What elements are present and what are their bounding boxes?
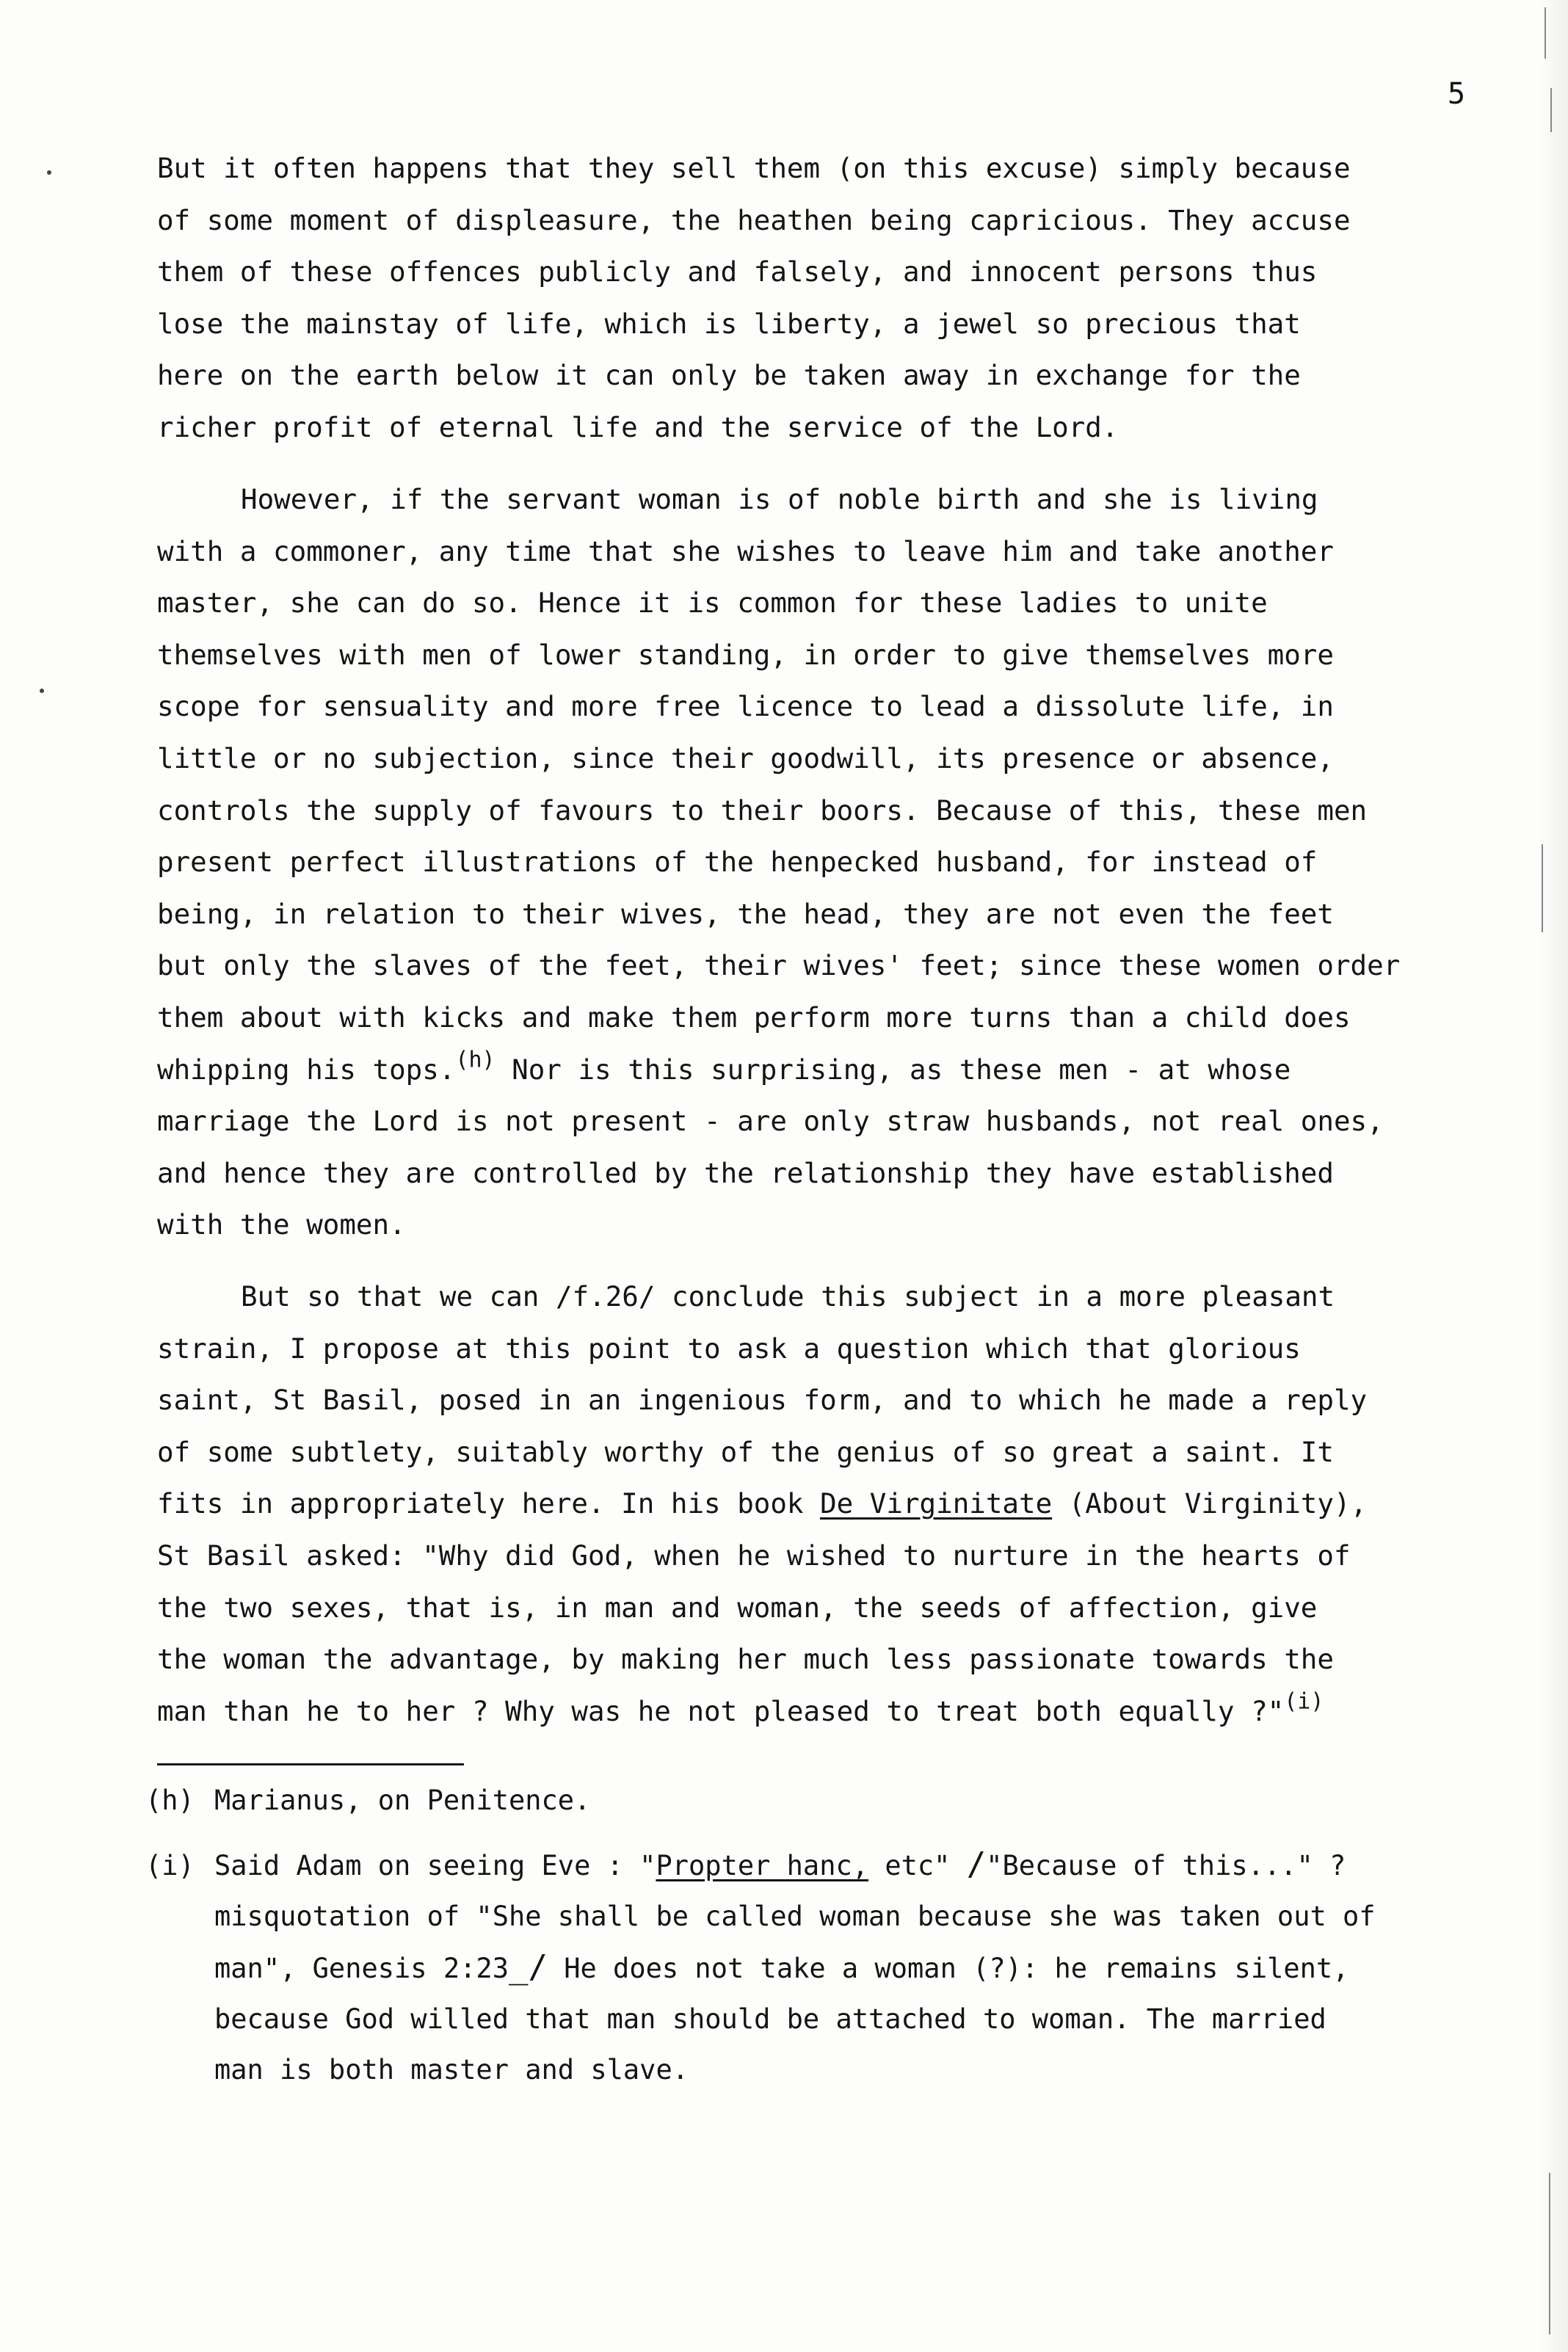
footnote-line: man is both master and slave.: [214, 2054, 689, 2086]
text-fragment: But so that we can: [241, 1280, 556, 1313]
footnote-line: [145, 1942, 1489, 1994]
text-line: little or no subjection, since their goodwill, its presence or absence,: [157, 741, 1334, 774]
text-fragment: "Because of this..." ?: [986, 1850, 1346, 1881]
editorial-bracket-close: _/: [508, 1948, 548, 1986]
folio-marker: /f.26/: [555, 1280, 656, 1313]
scan-speck: [40, 689, 44, 693]
editorial-bracket-open: /: [966, 1845, 987, 1883]
text-line: strain, I propose at this point to ask a question which that glorious: [157, 1332, 1301, 1365]
text-fragment: (About Virginity),: [1052, 1487, 1368, 1520]
footnote-mark: (h): [145, 1785, 195, 1816]
scan-speck: [47, 170, 51, 175]
text-line: with a commoner, any time that she wishes to leave him and take another: [157, 534, 1334, 567]
edge-scan-mark: [1545, 7, 1546, 59]
text-line: themselves with men of lower standing, in order to give themselves more: [157, 638, 1334, 671]
text-fragment: man than he to her ? Why was he not pleased to treat both equally ?": [157, 1694, 1285, 1727]
text-line: marriage the Lord is not present - are only straw husbands, not real ones,: [157, 1105, 1384, 1138]
text-fragment: whipping his tops.: [157, 1053, 456, 1086]
text-fragment: conclude this subject in a more pleasant: [655, 1280, 1335, 1313]
text-fragment: Nor is this surprising, as these men - at whose: [495, 1053, 1291, 1086]
latin-phrase: Propter hanc,: [656, 1850, 869, 1881]
text-line: them about with kicks and make them perform more turns than a child does: [157, 1001, 1351, 1034]
footnote-h: [145, 1775, 1489, 1826]
edge-scan-mark: [1550, 88, 1552, 132]
text-line: master, she can do so. Hence it is common for these ladies to unite: [157, 587, 1268, 620]
footnote-i: [145, 1839, 1489, 2095]
text-line: the two sexes, that is, in man and woman, the seeds of affection, give: [157, 1591, 1318, 1624]
text-line: with the women.: [157, 1208, 406, 1241]
book-title: De Virginitate: [820, 1487, 1053, 1520]
text-line-with-title: [157, 1478, 1478, 1530]
text-line: But it often happens that they sell them (on this excuse) simply because: [157, 152, 1351, 184]
text-line: them of these offences publicly and falsely, and innocent persons thus: [157, 255, 1318, 288]
text-line: of some moment of displeasure, the heathen being capricious. They accuse: [157, 203, 1351, 236]
text-fragment: Said Adam on seeing Eve : ": [214, 1850, 656, 1881]
text-line: controls the supply of favours to their boors. Because of this, these men: [157, 794, 1368, 827]
footnote-ref-h: (h): [455, 1047, 496, 1073]
text-line: lose the mainstay of life, which is liberty, a jewel so precious that: [157, 307, 1301, 340]
text-line: of some subtlety, suitably worthy of the genius of so great a saint. It: [157, 1435, 1334, 1468]
text-line: present perfect illustrations of the henpecked husband, for instead of: [157, 846, 1318, 879]
edge-scan-mark: [1549, 2173, 1550, 2334]
page-edge-shadow: [1539, 0, 1568, 2352]
text-fragment: He does not take a woman (?): he remains silent,: [547, 1953, 1349, 1984]
footnote-line: misquotation of "She shall be called woman because she was taken out of: [214, 1901, 1376, 1932]
text-line: and hence they are controlled by the relationship they have established: [157, 1156, 1334, 1189]
footnote-text: Marianus, on Penitence.: [214, 1785, 591, 1816]
edge-scan-mark: [1542, 844, 1543, 932]
text-line: being, in relation to their wives, the head, they are not even the feet: [157, 897, 1334, 930]
text-line-with-footnote: [157, 1044, 1478, 1096]
text-fragment: man", Genesis 2:23: [214, 1953, 509, 1984]
footnote-mark: (i): [145, 1850, 195, 1881]
text-fragment: etc": [868, 1850, 967, 1881]
page-number: 5: [1448, 77, 1466, 111]
footnote-divider: [157, 1763, 464, 1765]
paragraph-3: [157, 1271, 1478, 1737]
footnote-line: because God willed that man should be attached to woman. The married: [214, 2003, 1326, 2035]
text-line-with-footnote: [157, 1685, 1478, 1738]
text-line: St Basil asked: "Why did God, when he wished to nurture in the hearts of: [157, 1539, 1351, 1572]
text-line: However, if the servant woman is of noble birth and she is living: [241, 483, 1318, 515]
paragraph-1: [157, 142, 1478, 454]
text-line: saint, St Basil, posed in an ingenious form, and to which he made a reply: [157, 1384, 1368, 1417]
text-line: scope for sensuality and more free licence to lead a dissolute life, in: [157, 690, 1334, 723]
footnote-ref-i: (i): [1284, 1688, 1324, 1715]
text-line: but only the slaves of the feet, their wives' feet; since these women order: [157, 949, 1401, 982]
text-fragment: fits in appropriately here. In his book: [157, 1487, 821, 1520]
text-line-with-folio: [157, 1271, 1478, 1323]
paragraph-2: [157, 473, 1478, 1251]
text-line: richer profit of eternal life and the service of the Lord.: [157, 410, 1119, 443]
text-line: here on the earth below it can only be taken away in exchange for the: [157, 359, 1301, 392]
text-line: the woman the advantage, by making her much less passionate towards the: [157, 1643, 1334, 1676]
footnotes: [145, 1775, 1489, 2095]
